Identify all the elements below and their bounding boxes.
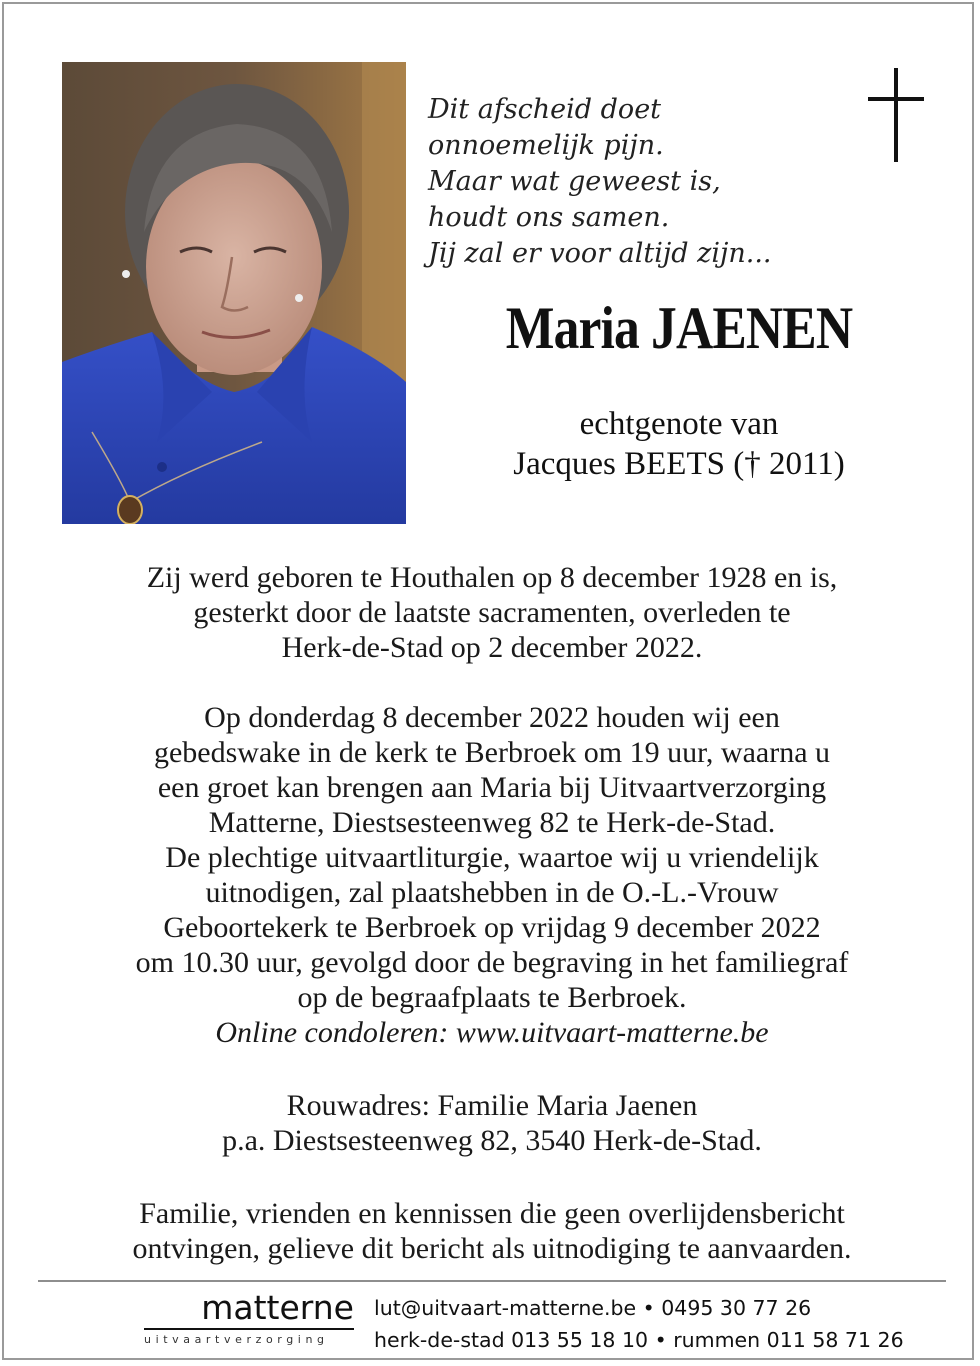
paragraph-line: ontvingen, gelieve dit bericht als uitnodiging te aanvaarden. [132, 1232, 852, 1265]
paragraph-line: om 10.30 uur, gevolgd door de begraving in het familiegraf [135, 946, 849, 979]
poem-line: Maar wat geweest is, [428, 166, 721, 197]
address-paragraph [34, 1088, 950, 1158]
poem-line: Jij zal er voor altijd zijn... [428, 238, 772, 269]
paragraph-line: p.a. Diestsesteenweg 82, 3540 Herk-de-Stad. [222, 1124, 762, 1157]
contact-line-phones[interactable]: herk-de-stad 013 55 18 10 • rummen 011 58 71 26 [374, 1328, 904, 1352]
paragraph-line: Rouwadres: Familie Maria Jaenen [286, 1089, 698, 1122]
paragraph-line: gesterkt door de laatste sacramenten, overleden te [193, 596, 791, 629]
paragraph-line: Geboortekerk te Berbroek op vrijdag 9 december 2022 [163, 911, 821, 944]
spouse-prefix: echtgenote van [579, 406, 779, 442]
poem-line: onnoemelijk pijn. [428, 130, 664, 161]
paragraph-line: op de begraafplaats te Berbroek. [297, 981, 687, 1014]
obituary-card [2, 2, 974, 1360]
spouse-block [444, 404, 914, 484]
logo-subtitle: uitvaartverzorging [144, 1332, 329, 1346]
paragraph-line: De plechtige uitvaartliturgie, waartoe wij u vriendelijk [165, 841, 819, 874]
spouse-name: Jacques BEETS († 2011) [513, 446, 845, 482]
paragraph-line: Zij werd geboren te Houthalen op 8 december 1928 en is, [146, 561, 838, 594]
paragraph-line: Herk-de-Stad op 2 december 2022. [281, 631, 703, 664]
paragraph-line: gebedswake in de kerk te Berbroek om 19 uur, waarna u [153, 736, 831, 769]
paragraph-line: Familie, vrienden en kennissen die geen overlijdensbericht [139, 1197, 845, 1230]
poem-line: Dit afscheid doet [428, 94, 662, 125]
paragraph-line: Matterne, Diestsesteenweg 82 te Herk-de-Stad. [208, 806, 776, 839]
online-condolence-link[interactable]: Online condoleren: www.uitvaart-matterne.be [215, 1016, 769, 1049]
portrait-illustration [62, 62, 406, 524]
closing-paragraph [34, 1196, 950, 1266]
footer-divider [38, 1280, 946, 1282]
deceased-name: Maria JAENEN [505, 295, 853, 361]
contact-info [374, 1292, 904, 1356]
birth-death-paragraph [34, 560, 950, 665]
contact-line-email-phone[interactable]: lut@uitvaart-matterne.be • 0495 30 77 26 [374, 1296, 812, 1320]
paragraph-line: uitnodigen, zal plaatshebben in de O.-L.-Vrouw [205, 876, 779, 909]
poem-line: houdt ons samen. [428, 202, 670, 233]
logo-underline [144, 1328, 354, 1330]
logo-wordmark: matterne [201, 1288, 354, 1327]
paragraph-line: een groet kan brengen aan Maria bij Uitvaartverzorging [157, 771, 827, 804]
cross-icon [868, 68, 924, 164]
portrait-photo [62, 62, 406, 524]
paragraph-line: Op donderdag 8 december 2022 houden wij een [204, 701, 780, 734]
funeral-home-logo [144, 1290, 354, 1346]
ceremony-paragraph [34, 700, 950, 1050]
poem [428, 92, 848, 272]
